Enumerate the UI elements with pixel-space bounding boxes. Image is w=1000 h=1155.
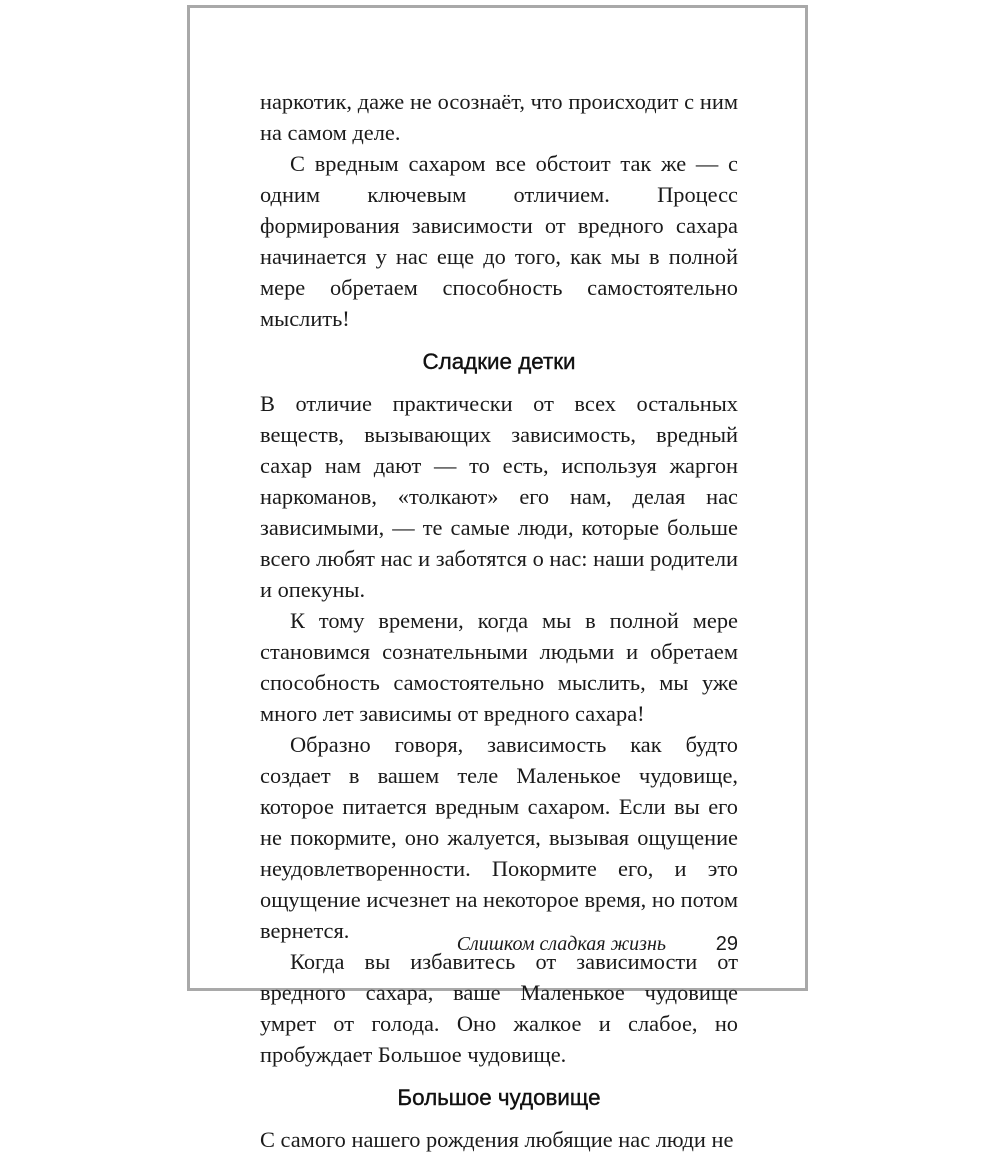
paragraph-continuation: наркотик, даже не осознаёт, что происходит с ним на самом деле. — [260, 89, 738, 145]
section-heading-sweet-kids — [260, 346, 738, 377]
section-heading-big-monster — [260, 1082, 738, 1113]
section-heading-text: Большое чудовище — [397, 1085, 601, 1110]
paragraph: Образно говоря, зависимость как будто создает в вашем теле Маленькое чудовище, которое питается вредным сахаром. Если вы его не покормите, оно жалуется, вызывая ощущение неудовлетворенности. Покормите его, и это ощущение исчезнет на некоторое время, но потом вернется. — [260, 732, 738, 943]
page-number: 29 — [715, 933, 738, 955]
paragraph: К тому времени, когда мы в полной мере становимся сознательными людьми и обретаем способность самостоятельно мыслить, мы уже много лет зависимы от вредного сахара! — [260, 608, 738, 726]
paragraph: С самого нашего рождения любящие нас люди не — [260, 1127, 734, 1152]
section-heading-text: Сладкие детки — [422, 349, 576, 374]
paragraph: В отличие практически от всех остальных веществ, вызывающих зависимость, вредный сахар нам дают — то есть, используя жаргон наркоманов, «толкают» его нам, делая нас зависимыми, — те самые люди, которые больше всего любят нас и заботятся о нас: наши родители и опекуны. — [260, 391, 738, 602]
paragraph: Когда вы избавитесь от зависимости от вредного сахара, ваше Маленькое чудовище умрет от голода. Оно жалкое и слабое, но пробуждает Большое чудовище. — [260, 949, 738, 1067]
page-body-text — [260, 86, 738, 1155]
page-footer — [260, 930, 738, 960]
paragraph: С вредным сахаром все обстоит так же — с одним ключевым отличием. Процесс формирования зависимости от вредного сахара начинается у нас еще до того, как мы в полной мере обретаем способность самостоятельно мыслить! — [260, 151, 738, 331]
book-page — [187, 5, 808, 1152]
running-title: Слишком сладкая жизнь — [456, 933, 666, 955]
